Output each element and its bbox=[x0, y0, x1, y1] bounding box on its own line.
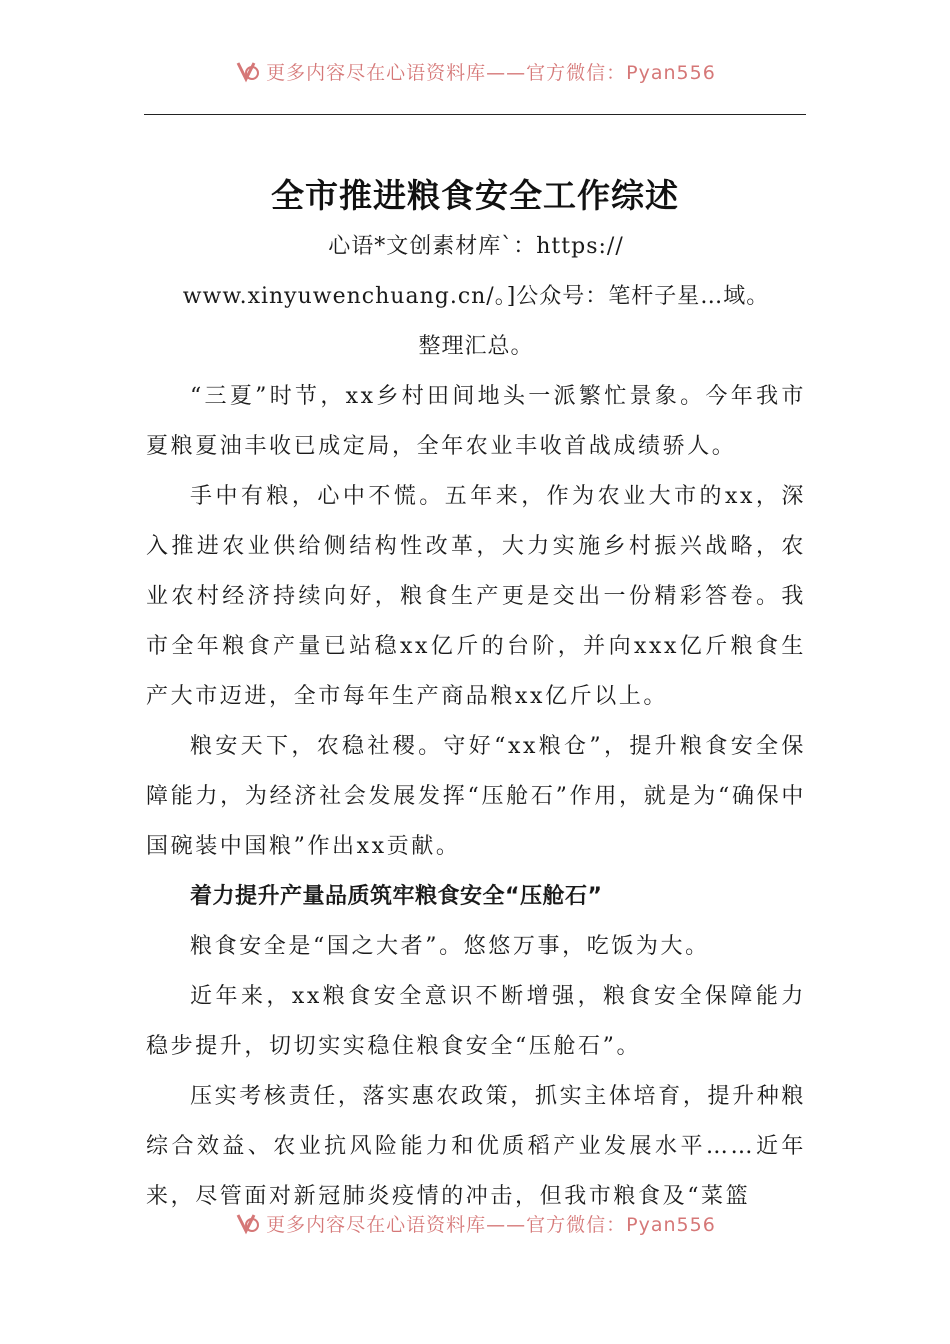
paragraph: “三夏”时节，xx乡村田间地头一派繁忙景象。今年我市夏粮夏油丰收已成定局，全年农业丰收首战成绩骄人。 bbox=[146, 384, 806, 459]
document-title: 全市推进粮食安全工作综述 bbox=[271, 176, 679, 215]
paragraph: 粮食安全是“国之大者”。悠悠万事，吃饭为大。 bbox=[190, 934, 710, 959]
watermark-footer bbox=[0, 1210, 950, 1240]
watermark-text: 更多内容尽在心语资料库——官方微信：Pyan556 bbox=[266, 62, 716, 84]
paragraph: 压实考核责任，落实惠农政策，抓实主体培育，提升种粮综合效益、农业抗风险能力和优质稻产业发展水平……近年来，尽管面对新冠肺炎疫情的冲击，但我市粮食及“菜篮 bbox=[146, 1084, 806, 1209]
watermark-header bbox=[0, 58, 950, 88]
source-line-2: www.xinyuwenchuang.cn/。]公众号：笔杆子星…域。 bbox=[182, 284, 770, 309]
source-line-1: 心语*文创素材库`：https:// bbox=[328, 234, 624, 259]
document-body bbox=[146, 222, 806, 1222]
watermark-logo-icon bbox=[234, 1211, 260, 1240]
paragraph: 手中有粮，心中不慌。五年来，作为农业大市的xx，深入推进农业供给侧结构性改革，大力实施乡村振兴战略，农业农村经济持续向好，粮食生产更是交出一份精彩答卷。我市全年粮食产量已站稳xx亿斤的台阶，并向xxx亿斤粮食生产大市迈进，全市每年生产商品粮xx亿斤以上。 bbox=[146, 484, 806, 709]
header-rule bbox=[144, 114, 806, 115]
paragraph: 近年来，xx粮食安全意识不断增强，粮食安全保障能力稳步提升，切切实实稳住粮食安全“压舱石”。 bbox=[146, 984, 806, 1059]
source-line-3: 整理汇总。 bbox=[418, 334, 534, 359]
section-heading: 着力提升产量品质筑牢粮食安全“压舱石” bbox=[190, 884, 603, 909]
paragraph: 粮安天下，农稳社稷。守好“xx粮仓”，提升粮食安全保障能力，为经济社会发展发挥“压舱石”作用，就是为“确保中国碗装中国粮”作出xx贡献。 bbox=[146, 734, 806, 859]
watermark-text: 更多内容尽在心语资料库——官方微信：Pyan556 bbox=[266, 1214, 716, 1236]
watermark-logo-icon bbox=[234, 59, 260, 88]
